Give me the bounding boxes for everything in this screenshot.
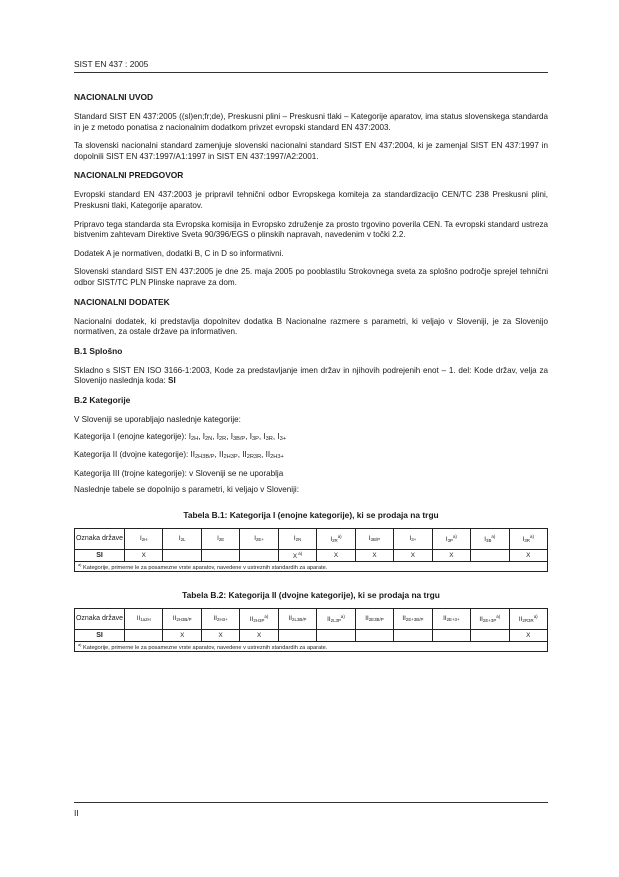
category-symbol (217, 535, 224, 542)
table-header-row (75, 528, 548, 549)
symbol-base: II (479, 616, 483, 624)
symbol-base: II (443, 615, 447, 623)
symbol-subscript: 2R3R (522, 618, 534, 624)
availability-cell (317, 549, 355, 561)
symbol-base: I (445, 536, 448, 544)
paragraph: Slovenski standard SIST EN 437:2005 je dne 25. maja 2005 po pooblastilu Strokovnega sveta za splošno področje sprejel tehnični odbor SIST/TC PLN Plinske naprave za dom. (74, 267, 548, 287)
category-symbol (189, 432, 198, 441)
availability-mark: X (333, 551, 339, 559)
symbol-subscript: 2R3R (246, 454, 262, 461)
category-symbol (330, 536, 341, 543)
category-header-cell (125, 608, 163, 629)
symbol-subscript: 2N (295, 537, 302, 543)
availability-mark: X (410, 551, 415, 559)
list-separator: , (226, 431, 231, 441)
category-symbol (231, 432, 246, 441)
symbol-base: I (202, 431, 205, 441)
availability-cell (201, 629, 239, 641)
paragraph: Pripravo tega standarda sta Evropska komisija in Evropsko združenje za prosto trgovino poverila CEN. Ta evropski standard ustreza bistvenim zahtevam Direktive Sveta 90/396/EGS o plinskih napravah, navedenim v točki 2.2. (74, 219, 548, 240)
paragraph: Naslednje tabele se dopolnijo s parametri, ki veljajo v Sloveniji: (74, 485, 299, 495)
symbol-subscript: 2H3P (223, 454, 238, 461)
availability-cell (125, 629, 163, 641)
footnote-mark: a) (452, 534, 457, 540)
symbol-base: II (190, 450, 196, 460)
availability-mark: X (292, 552, 298, 560)
list-separator: , (212, 431, 217, 441)
list-separator: , (258, 431, 264, 441)
availability-cell (317, 629, 355, 641)
category-header-cell (163, 528, 201, 549)
category-header-cell (317, 528, 355, 549)
availability-cell (471, 629, 509, 641)
availability-cell (278, 549, 316, 561)
symbol-subscript: 1a2H (140, 617, 151, 623)
symbol-base: II (242, 450, 247, 460)
footnote-mark: a) (533, 614, 538, 620)
paragraph: V Sloveniji se uporabljajo naslednje kategorije: (74, 414, 241, 424)
availability-cell (240, 549, 278, 561)
category-header-cell (432, 608, 470, 629)
symbol-base: I (330, 536, 333, 544)
category-header-cell (394, 608, 432, 629)
symbol-subscript: 2E+3+ (446, 617, 460, 623)
category-header-cell (355, 528, 393, 549)
table-row (75, 549, 548, 561)
symbol-subscript: 2L3B/P (292, 617, 307, 623)
symbol-base: I (522, 536, 525, 544)
symbol-base: I (217, 535, 219, 543)
symbol-base: I (263, 431, 266, 441)
table-b2-caption: Tabela B.2: Kategorija II (dvojne kategorije), ki se prodaja na trgu (182, 589, 440, 600)
category-1-prefix: Kategorija I (enojne kategorije): (74, 431, 189, 441)
symbol-subscript: 3P (251, 435, 259, 442)
symbol-base: II (219, 450, 224, 460)
category-symbol (214, 615, 228, 622)
footnote-mark: a) (78, 641, 82, 647)
category-header-cell (201, 528, 239, 549)
category-symbol (140, 535, 147, 542)
symbol-base: II (249, 616, 254, 624)
paragraph: Standard SIST EN 437:2005 ((sl)en;fr;de), Preskusni plini – Preskusni tlaki – Kategorije aparatov, ima status slovenskega standarda in je z metodo ponatisa z nacionalnim dodatkom privzet evropski standard EN 437:2003. (74, 112, 548, 132)
availability-mark: X (256, 631, 262, 639)
symbol-base: I (216, 431, 219, 441)
category-symbol (294, 535, 301, 542)
country-label-cell: Oznaka države (75, 528, 125, 549)
category-symbol (479, 616, 500, 623)
footnote-cell (75, 561, 548, 571)
symbol-subscript: 2H (141, 537, 148, 543)
footnote-mark: a) (337, 534, 342, 540)
category-header-cell (509, 608, 547, 629)
symbol-subscript: 3B (486, 538, 492, 544)
symbol-base: I (277, 431, 280, 441)
availability-mark: X (372, 551, 377, 559)
category-symbol (519, 616, 538, 623)
availability-cell (355, 629, 393, 641)
footnote-text: Kategorije, primerne le za posamezne vrste aparatov, navedene v ustreznih standardih za aparate. (83, 644, 328, 651)
category-symbol (254, 535, 264, 542)
symbol-subscript: 2E (218, 537, 225, 543)
availability-mark: X (141, 551, 146, 559)
availability-mark: X (180, 631, 185, 639)
footnote-mark: a) (340, 614, 345, 620)
symbol-base: II (365, 615, 369, 623)
b1-text: Skladno s SIST EN ISO 3166-1:2003, Kode za predstavljanje imen držav in njihovih podrejenih enot – 1. del: Kode držav, velja za Slovenijo naslednja koda: (74, 365, 548, 386)
symbol-base: I (178, 535, 181, 543)
category-header-cell (278, 608, 316, 629)
category-header-cell (240, 608, 278, 629)
section-heading-b2: B.2 Kategorije (74, 394, 131, 405)
footnote-mark: a) (496, 614, 501, 620)
symbol-base: II (213, 615, 218, 623)
category-symbol (242, 450, 261, 459)
footnote-mark: a) (530, 534, 534, 540)
category-symbol (327, 616, 345, 623)
availability-mark: X (449, 551, 454, 559)
availability-mark: X (218, 631, 223, 639)
country-label-cell: Oznaka države (75, 608, 125, 629)
category-2-line (74, 450, 548, 463)
symbol-subscript: 3B/P (370, 537, 381, 543)
list-separator: , (261, 450, 266, 460)
category-symbol (173, 615, 192, 622)
availability-cell (394, 629, 432, 641)
category-header-cell (394, 528, 432, 549)
symbol-base: I (484, 536, 487, 544)
category-symbol (191, 450, 215, 459)
symbol-subscript: 2E3B/P (368, 617, 384, 623)
category-symbol (277, 432, 286, 441)
category-header-cell (509, 528, 547, 549)
category-symbol (203, 432, 212, 441)
footnote-mark: a) (297, 550, 303, 556)
symbol-subscript: 3R (524, 538, 530, 544)
running-header: SIST EN 437 : 2005 (74, 59, 149, 69)
header-divider (74, 72, 548, 73)
section-heading-uvod: NACIONALNI UVOD (74, 92, 154, 102)
symbol-subscript: 2R (218, 435, 227, 442)
symbol-subscript: 2H3B/P (176, 617, 192, 623)
category-symbol (219, 450, 238, 459)
footnote-row (75, 641, 548, 651)
paragraph (74, 366, 548, 387)
availability-cell (432, 549, 470, 561)
availability-cell (471, 549, 509, 561)
section-heading-predgovor: NACIONALNI PREDGOVOR (74, 170, 184, 181)
symbol-subscript: 2H3+ (270, 454, 284, 461)
section-heading-b1: B.1 Splošno (74, 345, 123, 356)
symbol-subscript: 3+ (411, 537, 417, 543)
availability-cell (432, 629, 470, 641)
availability-cell (394, 549, 432, 561)
symbol-base: II (288, 615, 293, 623)
list-separator: , (245, 431, 250, 441)
symbol-subscript: 2H3+ (217, 617, 228, 623)
category-header-cell (125, 528, 163, 549)
category-symbol (523, 536, 534, 543)
category-1-line (74, 432, 548, 445)
section-heading-dodatek: NACIONALNI DODATEK (74, 296, 170, 307)
category-header-cell (278, 528, 316, 549)
footnote-cell (75, 641, 548, 651)
symbol-base: I (140, 535, 142, 543)
symbol-subscript: 2H3B/P (195, 454, 215, 461)
category-symbol (443, 615, 460, 622)
paragraph: Ta slovenski nacionalni standard zamenjuje slovenski nacionalni standard SIST EN 437:2004, ki je zamenjal SIST EN 437:1997 in dopolnili SIST EN 437:1997/A1:1997 in SIST EN 437:1997/A2:2001. (74, 141, 548, 161)
symbol-subscript: 2N (204, 435, 213, 442)
symbol-subscript: 3R (265, 435, 273, 442)
country-cell: SI (75, 629, 125, 641)
category-header-cell (317, 608, 355, 629)
availability-cell (355, 549, 393, 561)
country-cell: SI (75, 549, 125, 561)
category-symbol (402, 615, 423, 622)
category-symbol (484, 536, 495, 543)
footnote-mark: a) (491, 534, 496, 540)
symbol-base: II (172, 615, 177, 623)
category-symbol (410, 535, 417, 542)
category-symbol (369, 535, 380, 542)
category-symbol (137, 615, 151, 622)
symbol-base: I (293, 535, 296, 543)
symbol-base: I (188, 431, 191, 441)
paragraph: Evropski standard EN 437:2003 je pripravil tehnični odbor Evropskega komiteja za standardizacijo CEN/TC 238 Preskusni plini, Preskusni tlaki, Kategorije aparatov. (74, 190, 548, 210)
table-header-row (75, 608, 548, 629)
category-header-cell (471, 528, 509, 549)
symbol-subscript: 2E+ (255, 537, 264, 543)
availability-cell (163, 629, 201, 641)
category-symbol (217, 432, 226, 441)
table-b1 (74, 528, 548, 572)
availability-cell (240, 629, 278, 641)
availability-cell (509, 549, 547, 561)
symbol-subscript: 2R (332, 538, 338, 544)
category-2-prefix: Kategorija II (dvojne kategorije): (74, 450, 191, 460)
symbol-subscript: 2E+3P (482, 618, 497, 624)
symbol-base: I (230, 431, 233, 441)
symbol-subscript: 2H3P (253, 618, 265, 624)
availability-cell (163, 549, 201, 561)
paragraph: Dodatek A je normativen, dodatki B, C in D so informativni. (74, 248, 284, 258)
category-symbol (365, 615, 383, 622)
availability-cell (278, 629, 316, 641)
availability-cell (509, 629, 547, 641)
symbol-base: II (402, 615, 406, 623)
symbol-base: II (327, 616, 331, 624)
category-1-list (189, 432, 286, 441)
category-header-cell (163, 608, 201, 629)
footnote-text: Kategorije, primerne le za posamezne vrste aparatov, navedene v ustreznih standardih za aparate. (83, 564, 328, 571)
symbol-subscript: 3+ (279, 435, 287, 442)
table-b2 (74, 608, 548, 652)
symbol-subscript: 2H (190, 435, 199, 442)
symbol-base: II (136, 615, 141, 623)
footnote-mark: a) (78, 561, 82, 567)
category-header-cell (355, 608, 393, 629)
symbol-subscript: 2L (180, 537, 186, 543)
symbol-base: I (368, 535, 371, 543)
availability-mark: X (526, 551, 531, 559)
list-separator: , (237, 450, 243, 460)
category-header-cell (240, 528, 278, 549)
category-header-cell (432, 528, 470, 549)
category-symbol (446, 536, 457, 543)
symbol-subscript: 2E+3B/P (405, 617, 424, 623)
paragraph: Nacionalni dodatek, ki predstavlja dopolnitev dodatka B Nacionalne razmere s parametri, ki veljajo v Sloveniji, je za Slovenijo normativen, za ostale države pa informativen. (74, 316, 548, 337)
footer-divider (74, 802, 548, 803)
footnote-mark: a) (264, 614, 269, 620)
table-row (75, 629, 548, 641)
availability-cell (201, 549, 239, 561)
availability-cell (125, 549, 163, 561)
category-symbol (250, 432, 259, 441)
category-symbol (289, 615, 307, 622)
category-symbol (250, 616, 268, 623)
category-symbol (266, 450, 284, 459)
symbol-base: I (249, 431, 252, 441)
category-3-line: Kategorija III (trojne kategorije): v Sloveniji se ne uporablja (74, 468, 284, 478)
symbol-subscript: 3P (447, 538, 453, 544)
symbol-base: I (409, 535, 412, 543)
symbol-subscript: 3B/P (232, 435, 246, 442)
category-2-list (191, 450, 284, 459)
category-symbol (179, 535, 186, 542)
availability-mark: X (526, 631, 531, 639)
list-separator: , (272, 431, 278, 441)
symbol-base: I (254, 535, 256, 543)
category-header-cell (201, 608, 239, 629)
category-header-cell (471, 608, 509, 629)
country-code: SI (168, 376, 176, 386)
list-separator: , (198, 431, 203, 441)
list-separator: , (214, 450, 220, 460)
symbol-base: II (518, 616, 523, 624)
category-symbol (263, 432, 272, 441)
document-body (74, 92, 548, 652)
symbol-subscript: 2L3P (330, 618, 341, 624)
page-number: II (74, 808, 79, 818)
symbol-base: II (265, 450, 271, 460)
table-b1-caption: Tabela B.1: Kategorija I (enojne kategorije), ki se prodaja na trgu (183, 509, 439, 520)
footnote-row (75, 561, 548, 571)
